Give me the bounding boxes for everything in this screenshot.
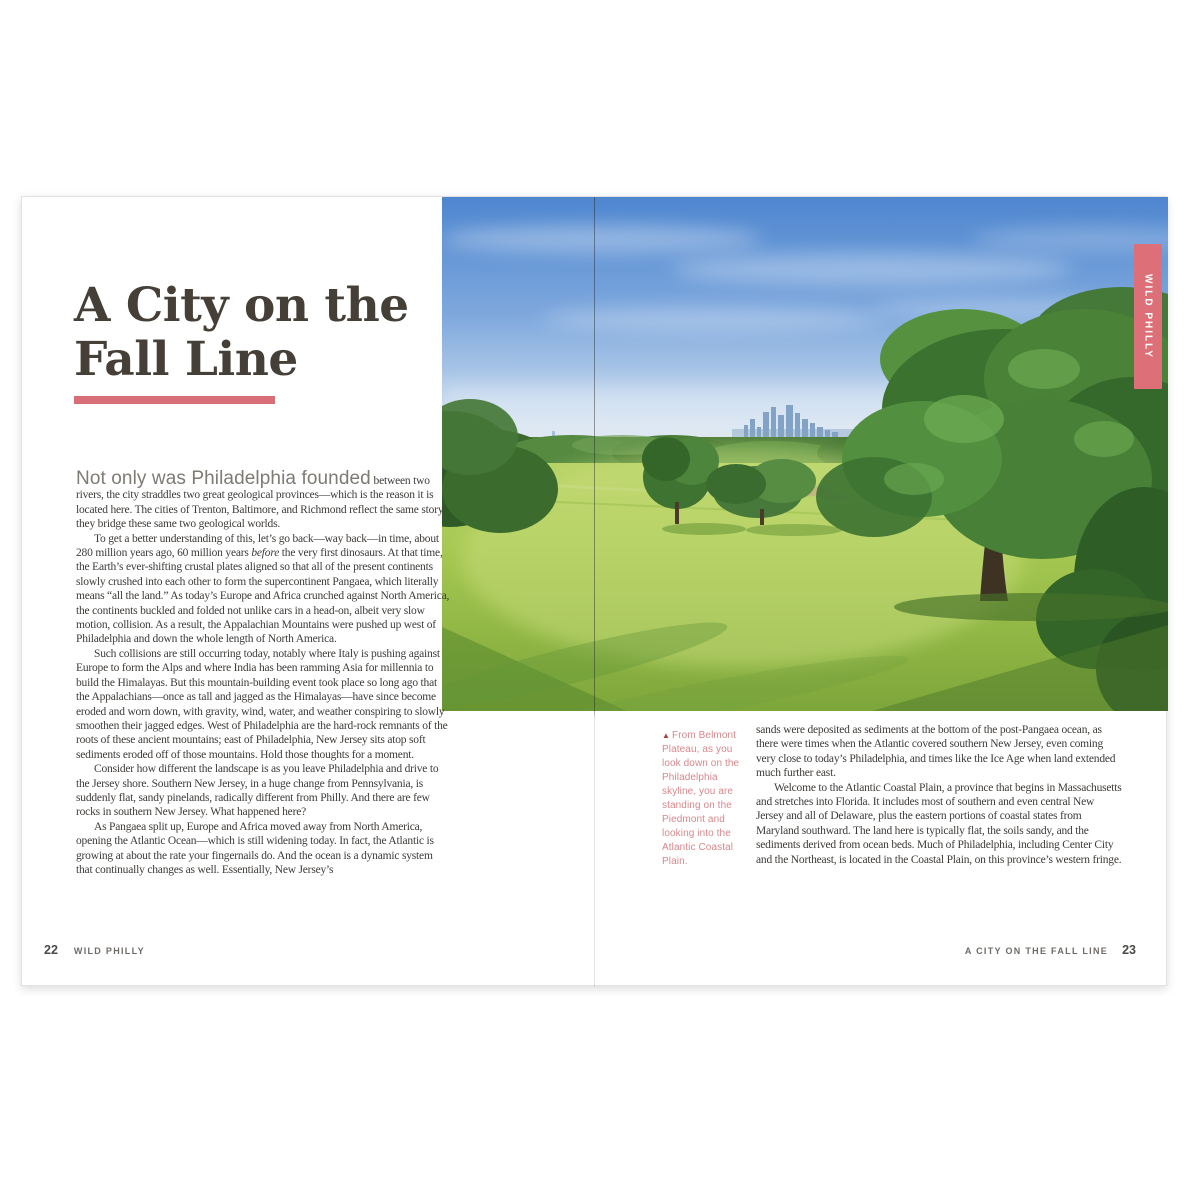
book-spread	[21, 196, 1167, 986]
left-text-column	[76, 469, 450, 877]
left-footer	[44, 943, 145, 957]
page-number-right: 23	[1122, 943, 1136, 957]
belmont-plateau-photo	[442, 197, 1168, 711]
title-underline	[74, 396, 275, 404]
park-photo-illustration	[442, 197, 1168, 711]
caption-text: From Belmont Plateau, as you look down on the Philadelphia skyline, you are standing on the Piedmont and looking into the Atlantic Coastal Plain.	[662, 730, 740, 867]
chapter-title-footer: A CITY ON THE FALL LINE	[964, 946, 1109, 956]
paragraph: As Pangaea split up, Europe and Africa moved away from North America, opening the Atlantic Ocean—which is still widening today. In fact, the Atlantic is growing at about the rate your fingernails do. And the ocean is a dynamic system that continually changes as well. Essentially, New Jersey’s	[76, 820, 434, 876]
photo-caption	[662, 729, 754, 869]
lead-in-text: Not only was Philadelphia founded	[76, 468, 371, 489]
paragraph: Not only was Philadelphia founded between two rivers, the city straddles two great geological provinces—which is the reason it is located here. The cities of Trenton, Baltimore, and Richmond reflect the same story: they bridge these same two geological worlds.	[76, 468, 447, 531]
page-number-left: 22	[44, 943, 58, 957]
paragraph: Welcome to the Atlantic Coastal Plain, a province that begins in Massachusetts and stretches into Florida. It includes most of southern and even central New Jersey and all of Delaware, plus the eastern portions of coastal states from Maryland southward. The land here is typically flat, the soils sandy, and the sediments derived from ocean beds. Much of Philadelphia, including Center City and the Northeast, is located in the Coastal Plain, on this province’s western fringe.	[756, 781, 1122, 866]
chapter-title	[74, 279, 409, 387]
paragraph: To get a better understanding of this, let’s go back—way back—in time, about 280 million years ago, 60 million years before the very first dinosaurs. At that time, the Earth’s ever-shifting crustal plates aligned so that all of the present continents slowly crushed into each other to form the supercontinent Pangaea, which literally means “all the land.” As today’s Europe and Africa crunched against North America, the continents buckled and folded not unlike cars in a head-on, albeit very slow motion, collision. As a result, the Appalachian Mountains were pushed up west of Philadelphia and down the whole length of North America.	[76, 532, 450, 646]
paragraph: sands were deposited as sediments at the bottom of the post-Pangaea ocean, as there were times when the Atlantic covered southern New Jersey, even coming very close to today’s Philadelphia, and times like the Ice Age when land extended much further east.	[756, 724, 1116, 780]
book-title-footer: WILD PHILLY	[73, 946, 145, 956]
right-text-column	[756, 723, 1124, 867]
page-fold-line	[594, 197, 595, 987]
section-tab-label: WILD PHILLY	[1142, 274, 1154, 359]
section-tab	[1134, 244, 1162, 389]
paragraph: Consider how different the landscape is as you leave Philadelphia and drive to the Jersey shore. Southern New Jersey, in a huge change from Pennsylvania, is suddenly flat, sandy pinelands, radically different from Philly. And there are few rocks in southern New Jersey. What happened here?	[76, 763, 439, 819]
paragraph: Such collisions are still occurring today, notably where Italy is pushing against Europe to form the Alps and where India has been ramming Asia for millennia to build the Himalayas. But this mountain-building event took place so long ago that the Appalachians—once as tall and jagged as the Himalayas—have since become eroded and worn down, with gravity, wind, water, and weather conspiring to slowly smoothen their jagged edges. West of Philadelphia are the hard-rock remnants of the roots of these ancient mountains; east of Philadelphia, New Jersey sits atop soft sediments eroded off of those mountains. Hold those thoughts for a moment.	[76, 647, 448, 761]
chapter-title-line1: A City on the	[74, 278, 409, 333]
caption-triangle-icon: ▲	[662, 731, 671, 740]
right-footer	[965, 943, 1136, 957]
chapter-title-line2: Fall Line	[74, 332, 298, 387]
